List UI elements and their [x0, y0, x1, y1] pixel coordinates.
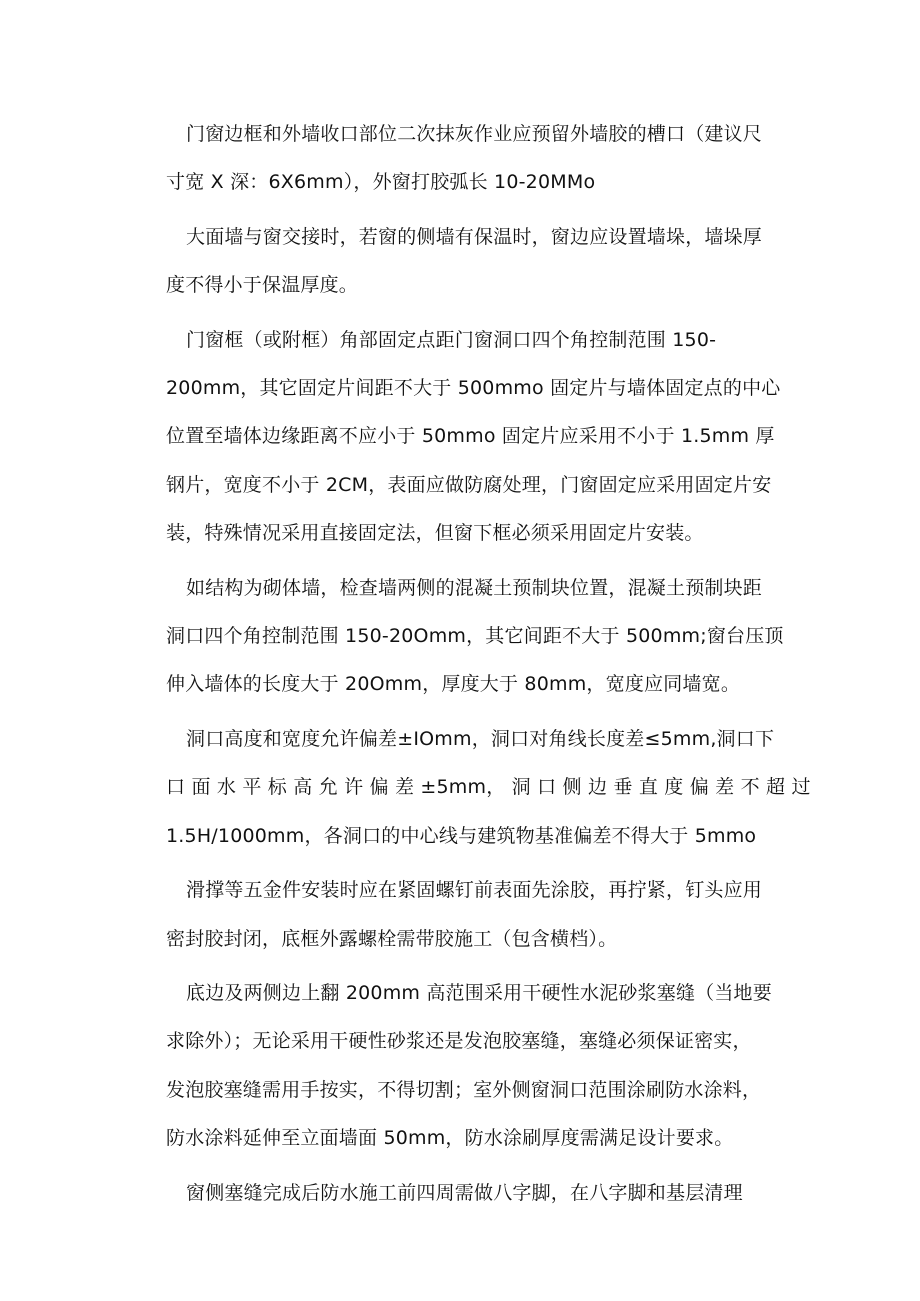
paragraph-6 [166, 866, 788, 963]
text-line: 钢片，宽度不小于 2CM，表面应做防腐处理，门窗固定应采用固定片安 [166, 473, 772, 496]
text-line: 度不得小于保温厚度。 [166, 274, 359, 297]
paragraph-7 [166, 969, 788, 1163]
text-line: 200mm，其它固定片间距不大于 500mmo 固定片与墙体固定点的中心 [166, 377, 781, 400]
text-line: 装，特殊情况采用直接固定法，但窗下框必须采用固定片安装。 [166, 522, 704, 545]
text-line: 寸宽 X 深：6X6mm），外窗打胶弧长 10-20MMo [166, 171, 596, 194]
text-line: 洞口高度和宽度允许偏差±IOmm，洞口对角线长度差≤5mm,洞口下 [186, 727, 775, 750]
paragraph-2 [166, 213, 788, 310]
text-line: 大面墙与窗交接时，若窗的侧墙有保温时，窗边应设置墙垛，墙垛厚 [186, 225, 763, 248]
text-line: 滑撑等五金件安装时应在紧固螺钉前表面先涂胶，再拧紧，钉头应用 [186, 879, 763, 902]
paragraph-5 [166, 715, 811, 860]
text-line: 密封胶封闭，底框外露螺栓需带胶施工（包含横档）。 [166, 927, 618, 950]
text-line: 底边及两侧边上翻 200mm 高范围采用干硬性水泥砂浆塞缝（当地要 [186, 981, 772, 1004]
text-line: 洞口四个角控制范围 150-20Omm，其它间距不大于 500mm;窗台压顶 [166, 625, 784, 648]
text-line: 口 面 水 平 标 高 允 许 偏 差 ±5mm， 洞 口 侧 边 垂 直 度 偏 差 不 超 过 [166, 776, 811, 799]
text-line: 如结构为砌体墙，检查墙两侧的混凝土预制块位置，混凝土预制块距 [186, 576, 763, 599]
text-line: 防水涂料延伸至立面墙面 50mm，防水涂刷厚度需满足设计要求。 [166, 1127, 734, 1150]
paragraph-3 [166, 316, 788, 558]
text-line: 求除外）；无论采用干硬性砂浆还是发泡胶塞缝，塞缝必须保证密实， [166, 1030, 752, 1053]
text-line: 窗侧塞缝完成后防水施工前四周需做八字脚，在八字脚和基层清理 [186, 1181, 743, 1204]
paragraph-8 [166, 1169, 788, 1217]
text-line: 门窗框（或附框）角部固定点距门窗洞口四个角控制范围 150- [186, 328, 717, 351]
text-line: 发泡胶塞缝需用手按实，不得切割；室外侧窗洞口范围涂刷防水涂料， [166, 1078, 762, 1101]
text-line: 位置至墙体边缘距离不应小于 50mmo 固定片应采用不小于 1.5mm 厚 [166, 425, 775, 448]
text-line: 1.5H/1000mm，各洞口的中心线与建筑物基准偏差不得大于 5mmo [166, 824, 757, 847]
text-line: 伸入墙体的长度大于 20Omm，厚度大于 80mm，宽度应同墙宽。 [166, 673, 741, 696]
paragraph-4 [166, 564, 788, 709]
paragraph-1 [166, 110, 788, 207]
text-line: 门窗边框和外墙收口部位二次抹灰作业应预留外墙胶的槽口（建议尺 [186, 123, 763, 145]
document-body [166, 110, 811, 1223]
